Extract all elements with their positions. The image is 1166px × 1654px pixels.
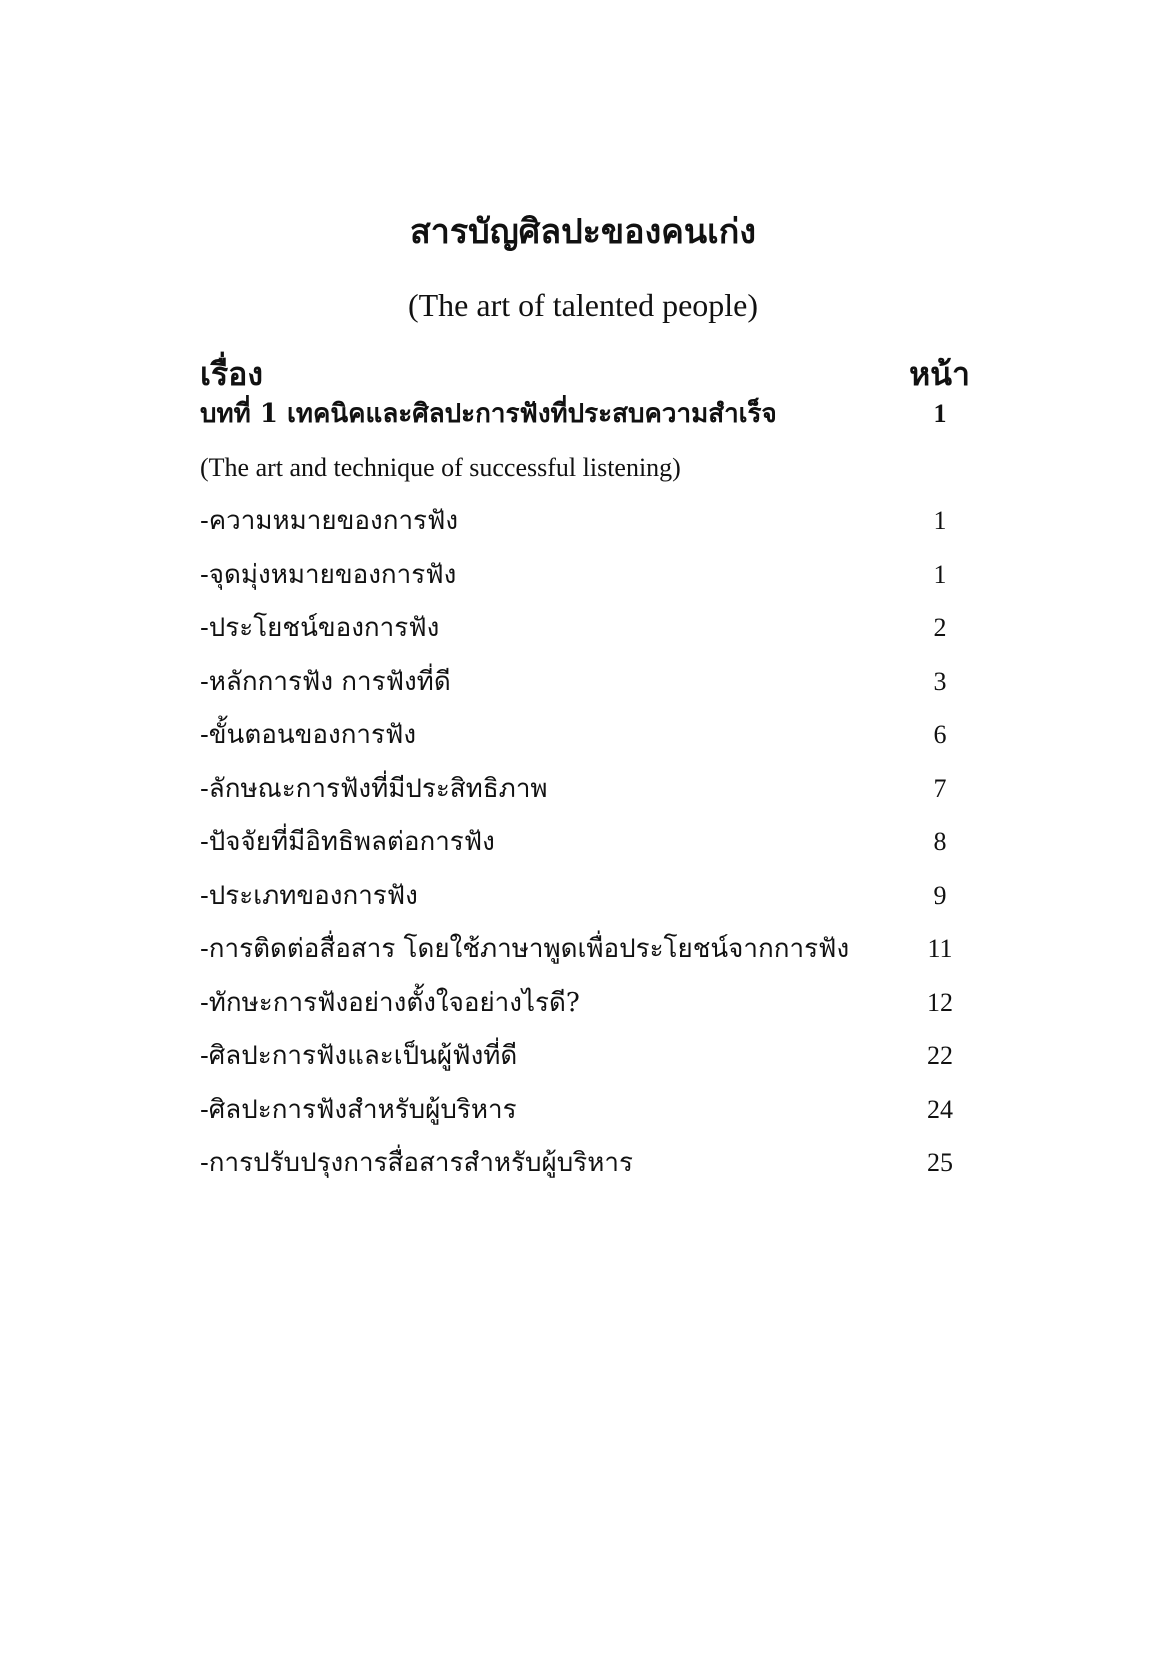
toc-entry-page: 1 [933, 560, 947, 589]
toc-chapter-english-row [200, 446, 970, 490]
page-title: สารบัญศิลปะของคนเก่ง [410, 212, 756, 252]
toc-entry [200, 1034, 970, 1078]
toc-entry-label: -การปรับปรุงการสื่อสารสำหรับผู้บริหาร [200, 1148, 633, 1178]
toc-entry [200, 820, 970, 864]
toc-entry [200, 553, 970, 597]
toc-entry [200, 874, 970, 918]
toc-entry [200, 981, 970, 1025]
chapter-english-title: (The art and technique of successful listening) [200, 453, 681, 482]
chapter-page-number: 1 [933, 399, 947, 428]
page-subtitle: (The art of talented people) [407, 287, 759, 323]
chapter-title: บทที่ 1 เทคนิคและศิลปะการฟังที่ประสบความสำเร็จ [200, 399, 777, 429]
toc-entry-page: 22 [927, 1041, 953, 1070]
toc-entry-page: 8 [933, 827, 947, 856]
toc-entry [200, 1088, 970, 1132]
toc-entry [200, 660, 970, 704]
toc-entry-page: 9 [933, 881, 947, 910]
toc-entry [200, 713, 970, 757]
toc-entry [200, 499, 970, 543]
toc-entry-label: -ศิลปะการฟังและเป็นผู้ฟังที่ดี [200, 1041, 518, 1071]
toc-entry-label: -ทักษะการฟังอย่างตั้งใจอย่างไรดี? [200, 988, 580, 1018]
toc-entry-page: 3 [933, 667, 947, 696]
toc-entry-label: -ความหมายของการฟัง [200, 506, 459, 536]
toc-entry [200, 767, 970, 811]
toc-entry-label: -ประโยชน์ของการฟัง [200, 613, 440, 643]
toc-chapter-row [200, 392, 970, 436]
toc-entry [200, 927, 970, 971]
toc-entry [200, 606, 970, 650]
toc-entry-label: -หลักการฟัง การฟังที่ดี [200, 667, 451, 697]
toc-entry-label: -ศิลปะการฟังสำหรับผู้บริหาร [200, 1095, 517, 1125]
toc-entry-label: -จุดมุ่งหมายของการฟัง [200, 560, 457, 590]
toc-entry-label: -ขั้นตอนของการฟัง [200, 720, 417, 750]
toc-entry-page: 11 [927, 934, 953, 963]
toc-entry-label: -ประเภทของการฟัง [200, 881, 418, 911]
toc-entry-page: 24 [927, 1095, 953, 1124]
toc-entry-page: 7 [933, 774, 947, 803]
toc-entry [200, 1141, 970, 1185]
column-header-topic: เรื่อง [200, 355, 263, 393]
toc-entry-page: 2 [933, 613, 947, 642]
toc-entry-page: 25 [927, 1148, 953, 1177]
column-header-page: หน้า [909, 355, 970, 393]
toc-entry-label: -ปัจจัยที่มีอิทธิพลต่อการฟัง [200, 827, 495, 857]
toc-entry-label: -การติดต่อสื่อสาร โดยใช้ภาษาพูดเพื่อประโยชน์จากการฟัง [200, 934, 850, 964]
toc-entry-page: 6 [933, 720, 947, 749]
toc-entry-page: 12 [927, 988, 953, 1017]
toc-entry-label: -ลักษณะการฟังที่มีประสิทธิภาพ [200, 774, 548, 804]
toc-entry-page: 1 [933, 506, 947, 535]
